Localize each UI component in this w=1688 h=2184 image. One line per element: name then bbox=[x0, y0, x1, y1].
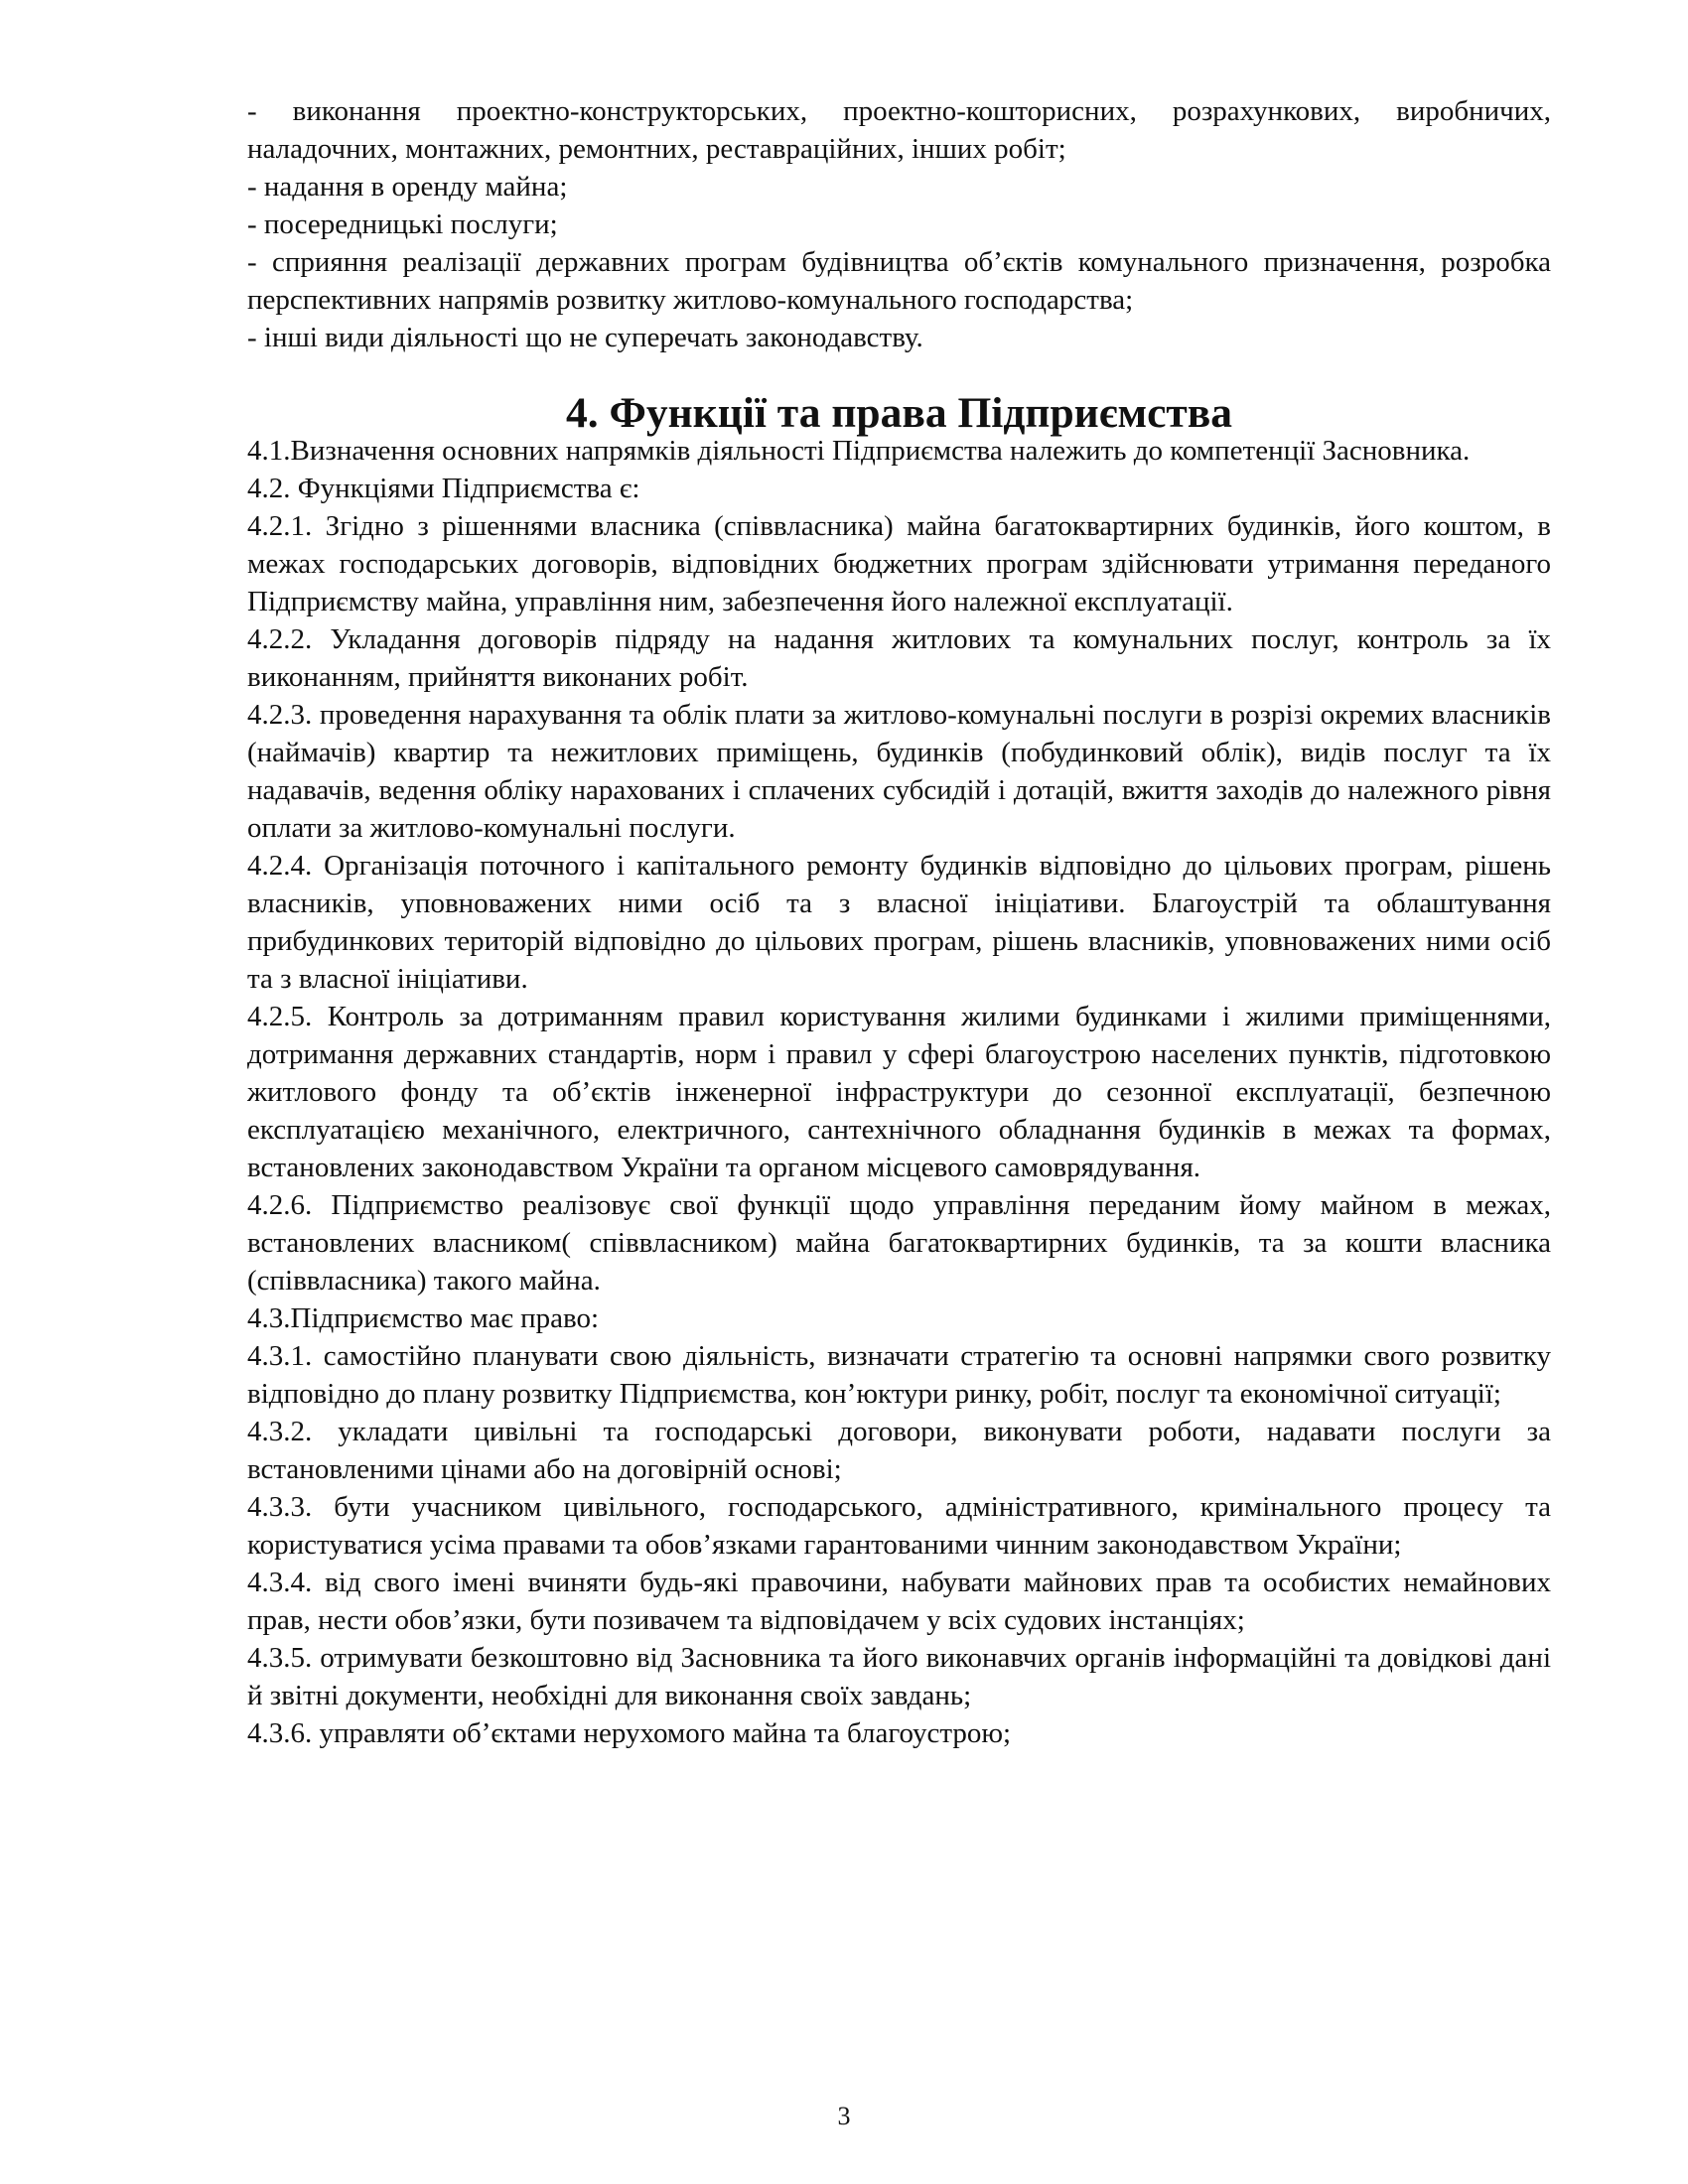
paragraph-4-3-6: 4.3.6. управляти об’єктами нерухомого майна та благоустрою; bbox=[247, 1717, 1012, 1749]
intro-item: - виконання проектно-конструкторських, проектно-кошторисних, розрахункових, виробничих, наладочних, монтажних, ремонтних, реставраційних, інших робіт; bbox=[247, 95, 1551, 165]
intro-item: - інші види діяльності що не суперечать законодавству. bbox=[247, 322, 923, 353]
paragraph-4-3-5: 4.3.5. отримувати безкоштовно від Засновника та його виконавчих органів інформаційні та довідкові дані й звітні документи, необхідні для виконання своїх завдань; bbox=[247, 1642, 1551, 1711]
paragraph-4-3-3: 4.3.3. бути учасником цивільного, господарського, адміністративного, кримінального процесу та користуватися усіма правами та обов’язками гарантованими чинним законодавством України; bbox=[247, 1491, 1551, 1561]
page-number: 3 bbox=[837, 2102, 851, 2130]
paragraph-4-2-4: 4.2.4. Організація поточного і капітального ремонту будинків відповідно до цільових програм, рішень власників, уповноважених ними осіб та з власної ініціативи. Благоустрій та облаштування прибудинкових територій відповідно до цільових програм, рішень власників, уповноважених ними осіб та з власної ініціативи. bbox=[247, 850, 1551, 995]
paragraph-4-2-2: 4.2.2. Укладання договорів підряду на надання житлових та комунальних послуг, контроль за їх виконанням, прийняття виконаних робіт. bbox=[247, 623, 1551, 693]
paragraph-4-2: 4.2. Функціями Підприємства є: bbox=[247, 473, 640, 504]
paragraph-4-2-3: 4.2.3. проведення нарахування та облік плати за житлово-комунальні послуги в розрізі окремих власників (наймачів) квартир та нежитлових приміщень, будинків (побудинковий облік), видів послуг та їх надавачів, ведення обліку нарахованих і сплачених субсидій і дотацій, вжиття заходів до належного рівня оплати за житлово-комунальні послуги. bbox=[247, 699, 1551, 844]
paragraph-4-3-4: 4.3.4. від свого імені вчиняти будь-які правочини, набувати майнових прав та особистих немайнових прав, нести обов’язки, бути позивачем та відповідачем у всіх судових інстанціях; bbox=[247, 1567, 1551, 1636]
section-heading: 4. Функції та права Підприємства bbox=[565, 389, 1233, 437]
paragraph-4-2-5: 4.2.5. Контроль за дотриманням правил користування жилими будинками і жилими приміщеннями, дотримання державних стандартів, норм і правил у сфері благоустрою населених пунктів, підготовкою житлового фонду та об’єктів інженерної інфраструктури до сезонної експлуатації, безпечною експлуатацією механічного, електричного, сантехнічного обладнання будинків в межах та формах, встановлених законодавством України та органом місцевого самоврядування. bbox=[247, 1001, 1551, 1183]
paragraph-4-2-6: 4.2.6. Підприємство реалізовує свої функції щодо управління переданим йому майном в межах, встановлених власником( співвласником) майна багатоквартирних будинків, та за кошти власника (співвласника) такого майна. bbox=[247, 1189, 1551, 1297]
paragraph-4-3-1: 4.3.1. самостійно планувати свою діяльність, визначати стратегію та основні напрямки свого розвитку відповідно до плану розвитку Підприємства, кон’юктури ринку, робіт, послуг та економічної ситуації; bbox=[247, 1340, 1551, 1410]
paragraph-4-2-1: 4.2.1. Згідно з рішеннями власника (співвласника) майна багатоквартирних будинків, його коштом, в межах господарських договорів, відповідних бюджетних програм здійснювати утримання переданого Підприємству майна, управління ним, забезпечення його належної експлуатації. bbox=[247, 510, 1551, 617]
document-page bbox=[247, 92, 1551, 1752]
intro-item: - посередницькі послуги; bbox=[247, 208, 558, 240]
paragraph-4-3: 4.3.Підприємство має право: bbox=[247, 1302, 600, 1334]
paragraph-4-3-2: 4.3.2. укладати цивільні та господарські договори, виконувати роботи, надавати послуги за встановленими цінами або на договірній основі; bbox=[247, 1416, 1551, 1485]
paragraph-4-1: 4.1.Визначення основних напрямків діяльності Підприємства належить до компетенції Засновника. bbox=[247, 435, 1471, 467]
intro-item: - сприяння реалізації державних програм будівництва об’єктів комунального призначення, розробка перспективних напрямів розвитку житлово-комунального господарства; bbox=[247, 246, 1551, 316]
intro-item: - надання в оренду майна; bbox=[247, 171, 568, 203]
